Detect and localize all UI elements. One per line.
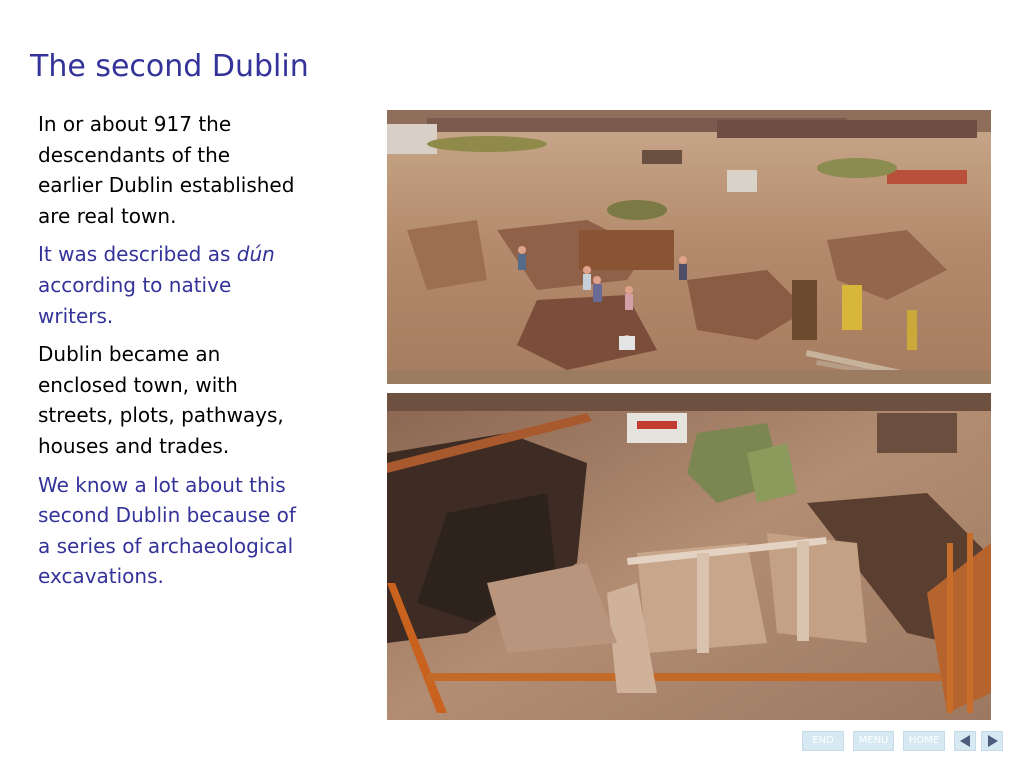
menu-button[interactable]: MENU [853,731,894,751]
dun-term: dún [236,242,275,267]
body-text [38,109,300,600]
triangle-right-icon [988,735,998,747]
slide-navigation [802,731,1008,751]
paragraph-intro: In or about 917 the descendants of the earlier Dublin established are real town. [38,112,295,228]
paragraph-dun-before: It was described as [38,242,237,267]
slide-title: The second Dublin [30,49,309,84]
excavation-photo-top [387,110,991,384]
next-slide-button[interactable] [981,731,1003,751]
excavation-photo-bottom [387,393,991,720]
previous-slide-button[interactable] [954,731,976,751]
paragraph-excavations: We know a lot about this second Dublin because of a series of archaeological excavations. [38,472,296,589]
triangle-left-icon [960,735,970,747]
excavation-photo-bottom-image [387,393,991,720]
paragraph-enclosed-town: Dublin became an enclosed town, with streets, plots, pathways, houses and trades. [38,342,284,458]
paragraph-dun-after: according to native writers. [38,272,232,328]
home-button[interactable]: HOME [903,731,945,751]
end-button[interactable]: END [802,731,844,751]
excavation-photo-top-image [387,110,991,384]
paragraph-dun [38,239,300,331]
